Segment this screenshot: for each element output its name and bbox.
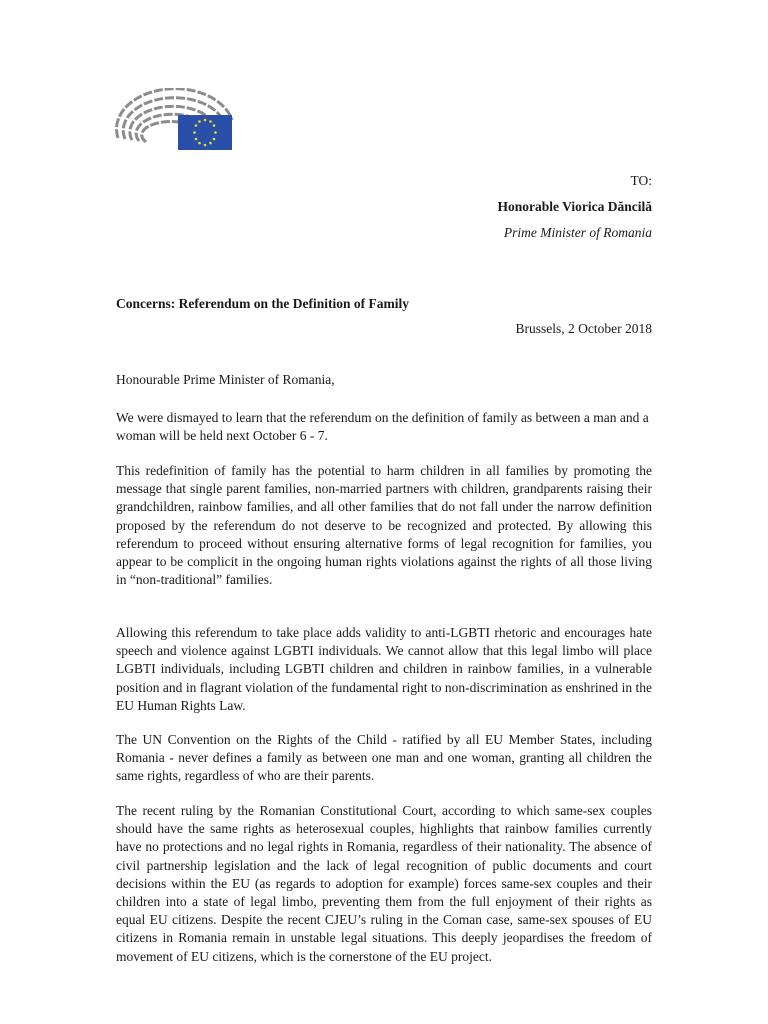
eu-flag-icon bbox=[178, 115, 232, 150]
recipient-name: Honorable Viorica Dăncilă bbox=[497, 199, 652, 214]
recipient-title: Prime Minister of Romania bbox=[503, 225, 652, 240]
salutation: Honourable Prime Minister of Romania, bbox=[116, 372, 335, 387]
body-paragraph: This redefinition of family has the potential to harm children in all families by promoting the message that single parent families, non-married partners with children, grandparents raising their grandchildren, rainbow families, and all other families that do not fall under the narrow definition proposed by the referendum do not deserve to be recognized and protected. By allowing this referendum to proceed without ensuring alternative forms of legal recognition for families, you appear to be complicit in the ongoing human rights violations against the rights of all those living in “non-traditional” families. bbox=[116, 463, 652, 588]
to-label: TO: bbox=[630, 173, 652, 188]
body-paragraph: We were dismayed to learn that the referendum on the definition of family as between a man and a woman will be held next October 6 - 7. bbox=[116, 410, 649, 444]
place-date: Brussels, 2 October 2018 bbox=[515, 321, 652, 336]
body-paragraph: The UN Convention on the Rights of the Child - ratified by all EU Member States, including Romania - never defines a family as between one man and one woman, granting all children the same rights, regardless of who are their parents. bbox=[116, 732, 652, 784]
body-paragraph: Allowing this referendum to take place adds validity to anti-LGBTI rhetoric and encourages hate speech and violence against LGBTI individuals. We cannot allow that this legal limbo will place LGBTI individuals, including LGBTI children and children in rainbow families, in a vulnerable position and in flagrant violation of the fundamental right to non-discrimination as enshrined in the EU Human Rights Law. bbox=[116, 625, 652, 713]
recipient-block bbox=[498, 168, 653, 246]
letter-subject: Concerns: Referendum on the Definition of Family bbox=[116, 296, 409, 311]
hemicycle-icon bbox=[114, 88, 234, 152]
body-paragraph: The recent ruling by the Romanian Constitutional Court, according to which same-sex couples should have the same rights as heterosexual couples, highlights that rainbow families currently have no protections and no legal rights in Romania, regardless of their nationality. The absence of civil partnership legislation and the lack of legal recognition of public documents and court decisions within the EU (as regards to adoption for example) forces same-sex couples and their children into a state of legal limbo, preventing them from the full enjoyment of their rights as equal EU citizens. Despite the recent CJEU’s ruling in the Coman case, same-sex spouses of EU citizens in Romania remain in unstable legal situations. This deeply jeopardises the freedom of movement of EU citizens, which is the cornerstone of the EU project. bbox=[116, 803, 652, 964]
european-parliament-logo bbox=[114, 88, 234, 152]
